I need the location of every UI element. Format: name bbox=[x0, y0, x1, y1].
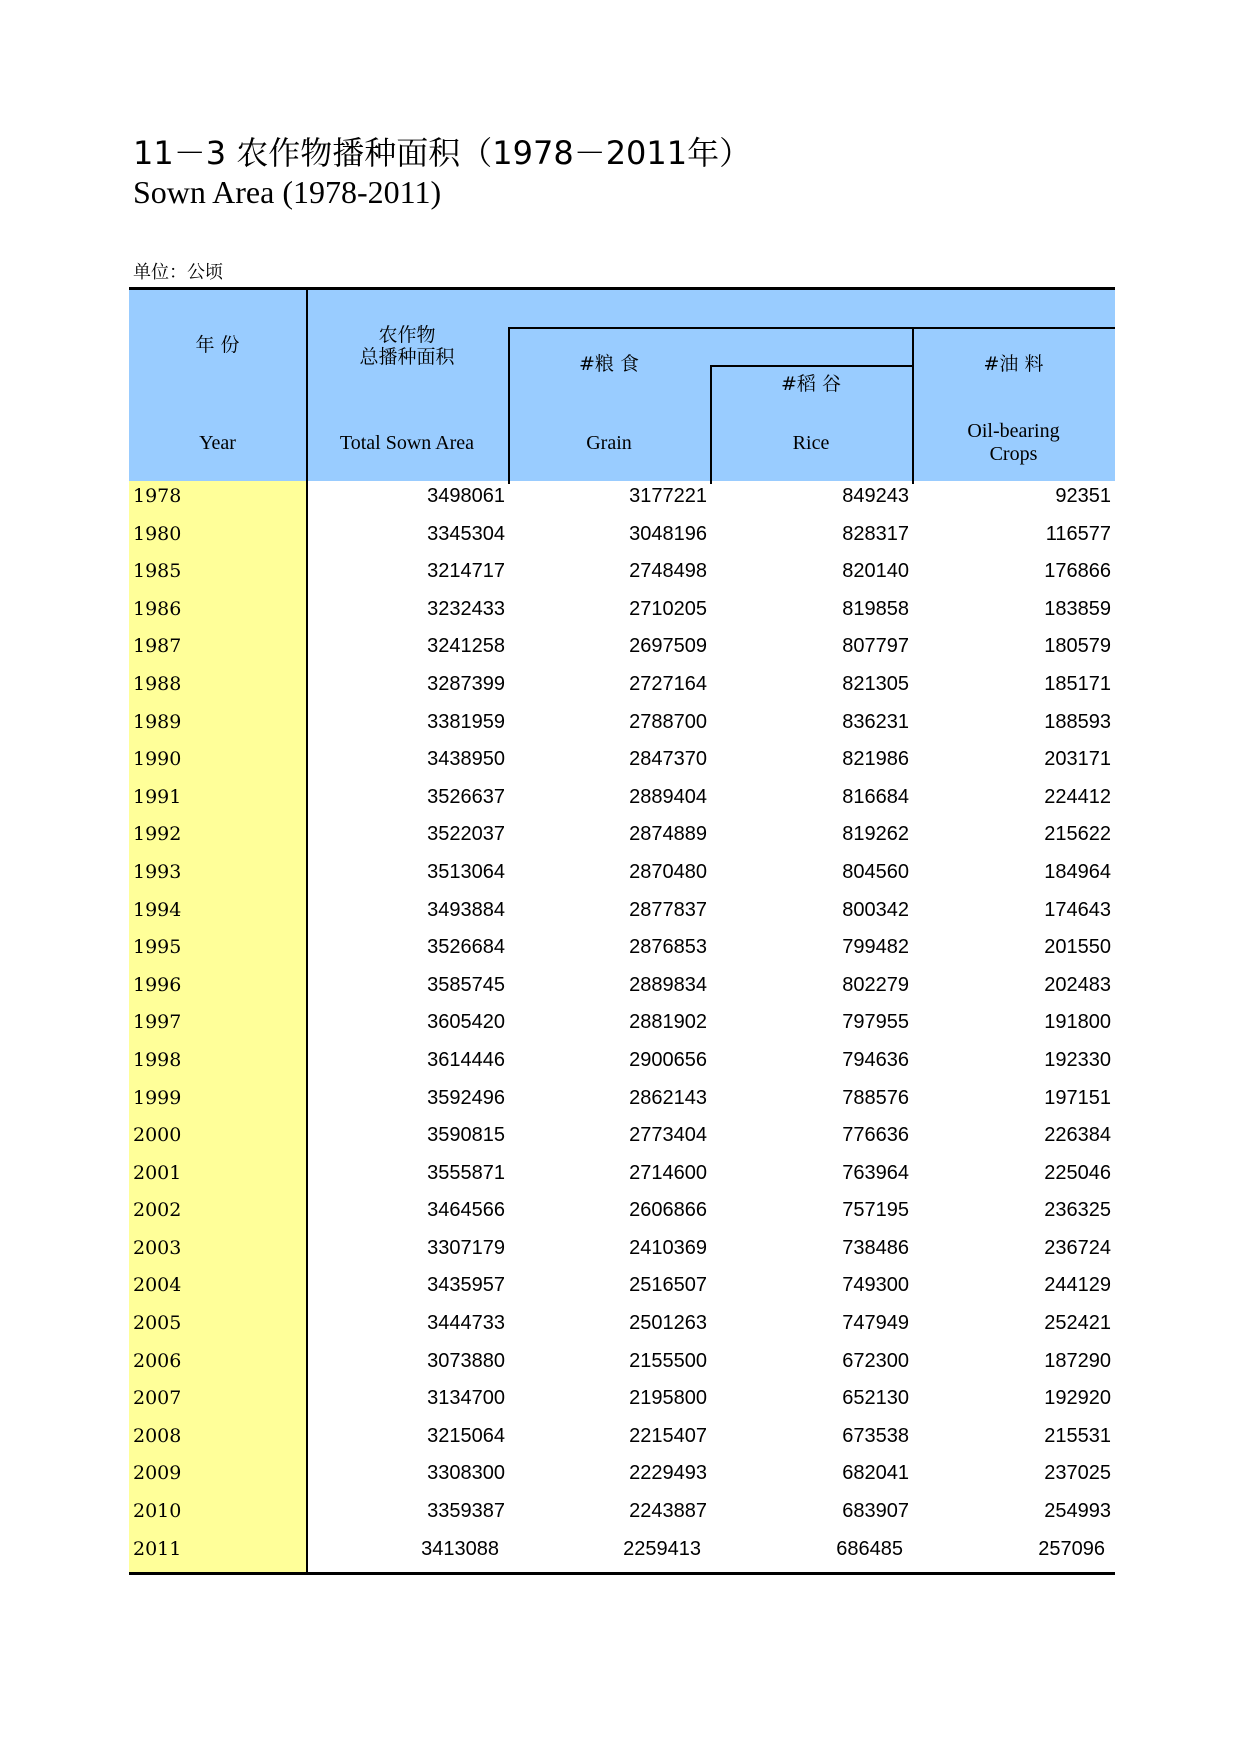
total-sown-area-cell: 3555871 bbox=[427, 1161, 505, 1184]
oil-bearing-crops-cell: 215531 bbox=[1044, 1424, 1111, 1447]
oil-bearing-crops-cell: 92351 bbox=[1055, 485, 1111, 507]
year-cell: 1985 bbox=[133, 560, 182, 583]
rice-cell: 747949 bbox=[842, 1312, 909, 1335]
header-rule-rice bbox=[710, 365, 912, 367]
rice-cell: 821986 bbox=[842, 748, 909, 771]
total-sown-area-cell: 3614446 bbox=[427, 1048, 505, 1071]
grain-cell: 2229493 bbox=[629, 1462, 707, 1485]
sown-area-table bbox=[129, 287, 1115, 1575]
grain-cell: 2606866 bbox=[629, 1199, 707, 1222]
year-cell: 1991 bbox=[133, 785, 182, 808]
oil-bearing-crops-cell: 215622 bbox=[1044, 823, 1111, 846]
table-row bbox=[129, 519, 1115, 557]
total-sown-area-cell: 3493884 bbox=[427, 898, 505, 921]
table-row bbox=[129, 744, 1115, 782]
table-row bbox=[129, 1308, 1115, 1346]
table-row bbox=[129, 932, 1115, 970]
total-sown-area-cell: 3438950 bbox=[427, 748, 505, 771]
year-cell: 1988 bbox=[133, 672, 182, 695]
total-sown-area-cell: 3307179 bbox=[427, 1236, 505, 1259]
header-rule-upper bbox=[508, 327, 1115, 329]
rice-cell: 820140 bbox=[842, 560, 909, 583]
oil-bearing-crops-cell: 187290 bbox=[1044, 1349, 1111, 1372]
year-cell: 1997 bbox=[133, 1011, 182, 1034]
rice-cell: 828317 bbox=[842, 522, 909, 545]
grain-cell: 2847370 bbox=[629, 748, 707, 771]
header-year-cn: 年 份 bbox=[195, 334, 240, 356]
header-oil-en-line1: Oil-bearing bbox=[967, 420, 1060, 442]
header-divider-oil bbox=[912, 327, 914, 484]
rice-cell: 673538 bbox=[842, 1424, 909, 1447]
header-total-cn-line2: 总播种面积 bbox=[359, 346, 455, 368]
table-row bbox=[129, 1007, 1115, 1045]
header-oil-cn: #油 料 bbox=[983, 353, 1044, 375]
table-header bbox=[129, 287, 1115, 481]
grain-cell: 2870480 bbox=[629, 860, 707, 883]
oil-bearing-crops-cell: 184964 bbox=[1044, 860, 1111, 883]
grain-cell: 2727164 bbox=[629, 672, 707, 695]
grain-cell: 2900656 bbox=[629, 1048, 707, 1071]
table-row bbox=[129, 895, 1115, 933]
oil-bearing-crops-cell: 236724 bbox=[1044, 1236, 1111, 1259]
year-cell: 2007 bbox=[133, 1387, 182, 1410]
total-sown-area-cell: 3522037 bbox=[427, 823, 505, 846]
rice-cell: 816684 bbox=[842, 785, 909, 808]
rice-cell: 794636 bbox=[842, 1048, 909, 1071]
total-sown-area-cell: 3444733 bbox=[427, 1312, 505, 1335]
header-grain-en: Grain bbox=[586, 432, 632, 454]
total-sown-area-cell: 3526637 bbox=[427, 785, 505, 808]
oil-bearing-crops-cell: 180579 bbox=[1044, 635, 1111, 658]
table-row bbox=[129, 1195, 1115, 1233]
grain-cell: 2748498 bbox=[629, 560, 707, 583]
year-cell: 1989 bbox=[133, 710, 182, 733]
rice-cell: 797955 bbox=[842, 1011, 909, 1034]
rice-cell: 804560 bbox=[842, 860, 909, 883]
total-sown-area-cell: 3073880 bbox=[427, 1349, 505, 1372]
rice-cell: 788576 bbox=[842, 1086, 909, 1109]
rice-cell: 738486 bbox=[842, 1236, 909, 1259]
page-title-en: Sown Area (1978-2011) bbox=[133, 174, 442, 210]
table-row bbox=[129, 782, 1115, 820]
total-sown-area-cell: 3308300 bbox=[427, 1462, 505, 1485]
grain-cell: 2876853 bbox=[629, 936, 707, 959]
table-row bbox=[129, 669, 1115, 707]
table-body bbox=[129, 481, 1115, 1571]
total-sown-area-cell: 3232433 bbox=[427, 597, 505, 620]
year-cell: 2005 bbox=[133, 1312, 182, 1335]
total-sown-area-cell: 3287399 bbox=[427, 672, 505, 695]
rice-cell: 776636 bbox=[842, 1124, 909, 1147]
oil-bearing-crops-cell: 226384 bbox=[1044, 1124, 1111, 1147]
table-row bbox=[129, 819, 1115, 857]
rice-cell: 836231 bbox=[842, 710, 909, 733]
oil-bearing-crops-cell: 116577 bbox=[1045, 522, 1111, 545]
table-row bbox=[129, 594, 1115, 632]
rice-cell: 819858 bbox=[842, 597, 909, 620]
total-sown-area-cell: 3359387 bbox=[427, 1500, 505, 1523]
year-cell: 2003 bbox=[133, 1236, 182, 1259]
total-sown-area-cell: 3590815 bbox=[427, 1124, 505, 1147]
year-cell: 1987 bbox=[133, 635, 182, 658]
grain-cell: 2714600 bbox=[629, 1161, 707, 1184]
total-sown-area-cell: 3585745 bbox=[427, 973, 505, 996]
year-cell: 1999 bbox=[133, 1086, 182, 1109]
year-cell: 1995 bbox=[133, 936, 182, 959]
year-cell: 2004 bbox=[133, 1274, 182, 1297]
rice-cell: 683907 bbox=[842, 1500, 909, 1523]
rice-cell: 763964 bbox=[842, 1161, 909, 1184]
oil-bearing-crops-cell: 252421 bbox=[1044, 1312, 1111, 1335]
header-total-en: Total Sown Area bbox=[339, 432, 475, 454]
rice-cell: 686485 bbox=[836, 1537, 903, 1560]
rice-cell: 800342 bbox=[842, 898, 909, 921]
header-total-cn-line1: 农作物 bbox=[378, 324, 436, 346]
oil-bearing-crops-cell: 203171 bbox=[1044, 748, 1111, 771]
table-row bbox=[129, 857, 1115, 895]
total-sown-area-cell: 3214717 bbox=[427, 560, 505, 583]
table-row bbox=[129, 1534, 1115, 1572]
table-row bbox=[129, 1120, 1115, 1158]
grain-cell: 2889834 bbox=[629, 973, 707, 996]
header-divider-rice bbox=[710, 365, 712, 484]
year-cell: 1996 bbox=[133, 973, 182, 996]
year-cell: 1980 bbox=[133, 522, 182, 545]
grain-cell: 2881902 bbox=[629, 1011, 707, 1034]
table-bottom-rule bbox=[129, 1572, 1115, 1575]
table-row bbox=[129, 1270, 1115, 1308]
grain-cell: 2874889 bbox=[629, 823, 707, 846]
grain-cell: 2710205 bbox=[629, 597, 707, 620]
grain-cell: 2877837 bbox=[629, 898, 707, 921]
rice-cell: 672300 bbox=[842, 1349, 909, 1372]
oil-bearing-crops-cell: 202483 bbox=[1044, 973, 1111, 996]
year-cell: 2008 bbox=[133, 1424, 182, 1447]
year-cell: 1990 bbox=[133, 748, 182, 771]
year-cell: 2006 bbox=[133, 1349, 182, 1372]
oil-bearing-crops-cell: 197151 bbox=[1044, 1086, 1111, 1109]
grain-cell: 2195800 bbox=[629, 1387, 707, 1410]
table-row bbox=[129, 556, 1115, 594]
year-cell: 1992 bbox=[133, 823, 182, 846]
year-cell: 1978 bbox=[133, 485, 182, 507]
grain-cell: 3177221 bbox=[629, 485, 707, 507]
rice-cell: 749300 bbox=[842, 1274, 909, 1297]
page-title-cn: 11－3 农作物播种面积（1978－2011年） bbox=[133, 134, 752, 172]
total-sown-area-cell: 3215064 bbox=[427, 1424, 505, 1447]
oil-bearing-crops-cell: 192330 bbox=[1044, 1048, 1111, 1071]
oil-bearing-crops-cell: 188593 bbox=[1044, 710, 1111, 733]
table-row bbox=[129, 1346, 1115, 1384]
oil-bearing-crops-cell: 225046 bbox=[1044, 1161, 1111, 1184]
total-sown-area-cell: 3513064 bbox=[427, 860, 505, 883]
header-divider-grain bbox=[508, 327, 510, 484]
rice-cell: 682041 bbox=[842, 1462, 909, 1485]
oil-bearing-crops-cell: 174643 bbox=[1044, 898, 1111, 921]
total-sown-area-cell: 3345304 bbox=[427, 522, 505, 545]
total-sown-area-cell: 3605420 bbox=[427, 1011, 505, 1034]
rice-cell: 819262 bbox=[842, 823, 909, 846]
table-row bbox=[129, 1083, 1115, 1121]
year-cell: 2009 bbox=[133, 1462, 182, 1485]
table-row bbox=[129, 1383, 1115, 1421]
grain-cell: 2215407 bbox=[629, 1424, 707, 1447]
grain-cell: 2773404 bbox=[629, 1124, 707, 1147]
year-cell: 2000 bbox=[133, 1124, 182, 1147]
total-sown-area-cell: 3435957 bbox=[427, 1274, 505, 1297]
oil-bearing-crops-cell: 257096 bbox=[1038, 1537, 1105, 1560]
grain-cell: 2501263 bbox=[629, 1312, 707, 1335]
grain-cell: 2259413 bbox=[623, 1537, 701, 1560]
table-row bbox=[129, 707, 1115, 745]
total-sown-area-cell: 3134700 bbox=[427, 1387, 505, 1410]
oil-bearing-crops-cell: 201550 bbox=[1044, 936, 1111, 959]
year-cell: 1993 bbox=[133, 860, 182, 883]
year-cell: 1986 bbox=[133, 597, 182, 620]
oil-bearing-crops-cell: 176866 bbox=[1044, 560, 1111, 583]
rice-cell: 821305 bbox=[842, 672, 909, 695]
total-sown-area-cell: 3464566 bbox=[427, 1199, 505, 1222]
total-sown-area-cell: 3381959 bbox=[427, 710, 505, 733]
grain-cell: 2788700 bbox=[629, 710, 707, 733]
grain-cell: 2889404 bbox=[629, 785, 707, 808]
total-sown-area-cell: 3413088 bbox=[421, 1537, 499, 1560]
header-oil-en-line2: Crops bbox=[989, 443, 1038, 465]
oil-bearing-crops-cell: 244129 bbox=[1044, 1274, 1111, 1297]
rice-cell: 757195 bbox=[842, 1199, 909, 1222]
grain-cell: 2243887 bbox=[629, 1500, 707, 1523]
unit-label: 单位：公顷 bbox=[133, 262, 223, 283]
year-cell: 2001 bbox=[133, 1161, 182, 1184]
rice-cell: 799482 bbox=[842, 936, 909, 959]
table-row bbox=[129, 1045, 1115, 1083]
total-sown-area-cell: 3526684 bbox=[427, 936, 505, 959]
header-grain-cn: #粮 食 bbox=[579, 353, 639, 375]
table-row bbox=[129, 1421, 1115, 1459]
total-sown-area-cell: 3498061 bbox=[427, 485, 505, 507]
grain-cell: 2155500 bbox=[629, 1349, 707, 1372]
table-row bbox=[129, 481, 1115, 519]
year-cell: 1994 bbox=[133, 898, 182, 921]
oil-bearing-crops-cell: 192920 bbox=[1044, 1387, 1111, 1410]
header-rice-cn: #稻 谷 bbox=[781, 373, 841, 395]
table-row bbox=[129, 631, 1115, 669]
rice-cell: 849243 bbox=[842, 485, 909, 507]
year-cell: 2011 bbox=[133, 1537, 182, 1560]
table-row bbox=[129, 970, 1115, 1008]
oil-bearing-crops-cell: 237025 bbox=[1044, 1462, 1111, 1485]
grain-cell: 2697509 bbox=[629, 635, 707, 658]
rice-cell: 802279 bbox=[842, 973, 909, 996]
grain-cell: 2516507 bbox=[629, 1274, 707, 1297]
table-row bbox=[129, 1496, 1115, 1534]
year-cell: 2002 bbox=[133, 1199, 182, 1222]
table-row bbox=[129, 1458, 1115, 1496]
year-cell: 1998 bbox=[133, 1048, 182, 1071]
grain-cell: 2410369 bbox=[629, 1236, 707, 1259]
oil-bearing-crops-cell: 191800 bbox=[1044, 1011, 1111, 1034]
year-cell: 2010 bbox=[133, 1500, 182, 1523]
grain-cell: 3048196 bbox=[629, 522, 707, 545]
rice-cell: 807797 bbox=[842, 635, 909, 658]
total-sown-area-cell: 3592496 bbox=[427, 1086, 505, 1109]
header-year-en: Year bbox=[199, 432, 236, 454]
table-row bbox=[129, 1233, 1115, 1271]
oil-bearing-crops-cell: 183859 bbox=[1044, 597, 1111, 620]
table-row bbox=[129, 1158, 1115, 1196]
oil-bearing-crops-cell: 254993 bbox=[1044, 1500, 1111, 1523]
rice-cell: 652130 bbox=[842, 1387, 909, 1410]
grain-cell: 2862143 bbox=[629, 1086, 707, 1109]
oil-bearing-crops-cell: 236325 bbox=[1044, 1199, 1111, 1222]
oil-bearing-crops-cell: 224412 bbox=[1044, 785, 1111, 808]
header-rice-en: Rice bbox=[792, 432, 830, 454]
total-sown-area-cell: 3241258 bbox=[427, 635, 505, 658]
oil-bearing-crops-cell: 185171 bbox=[1044, 672, 1111, 695]
